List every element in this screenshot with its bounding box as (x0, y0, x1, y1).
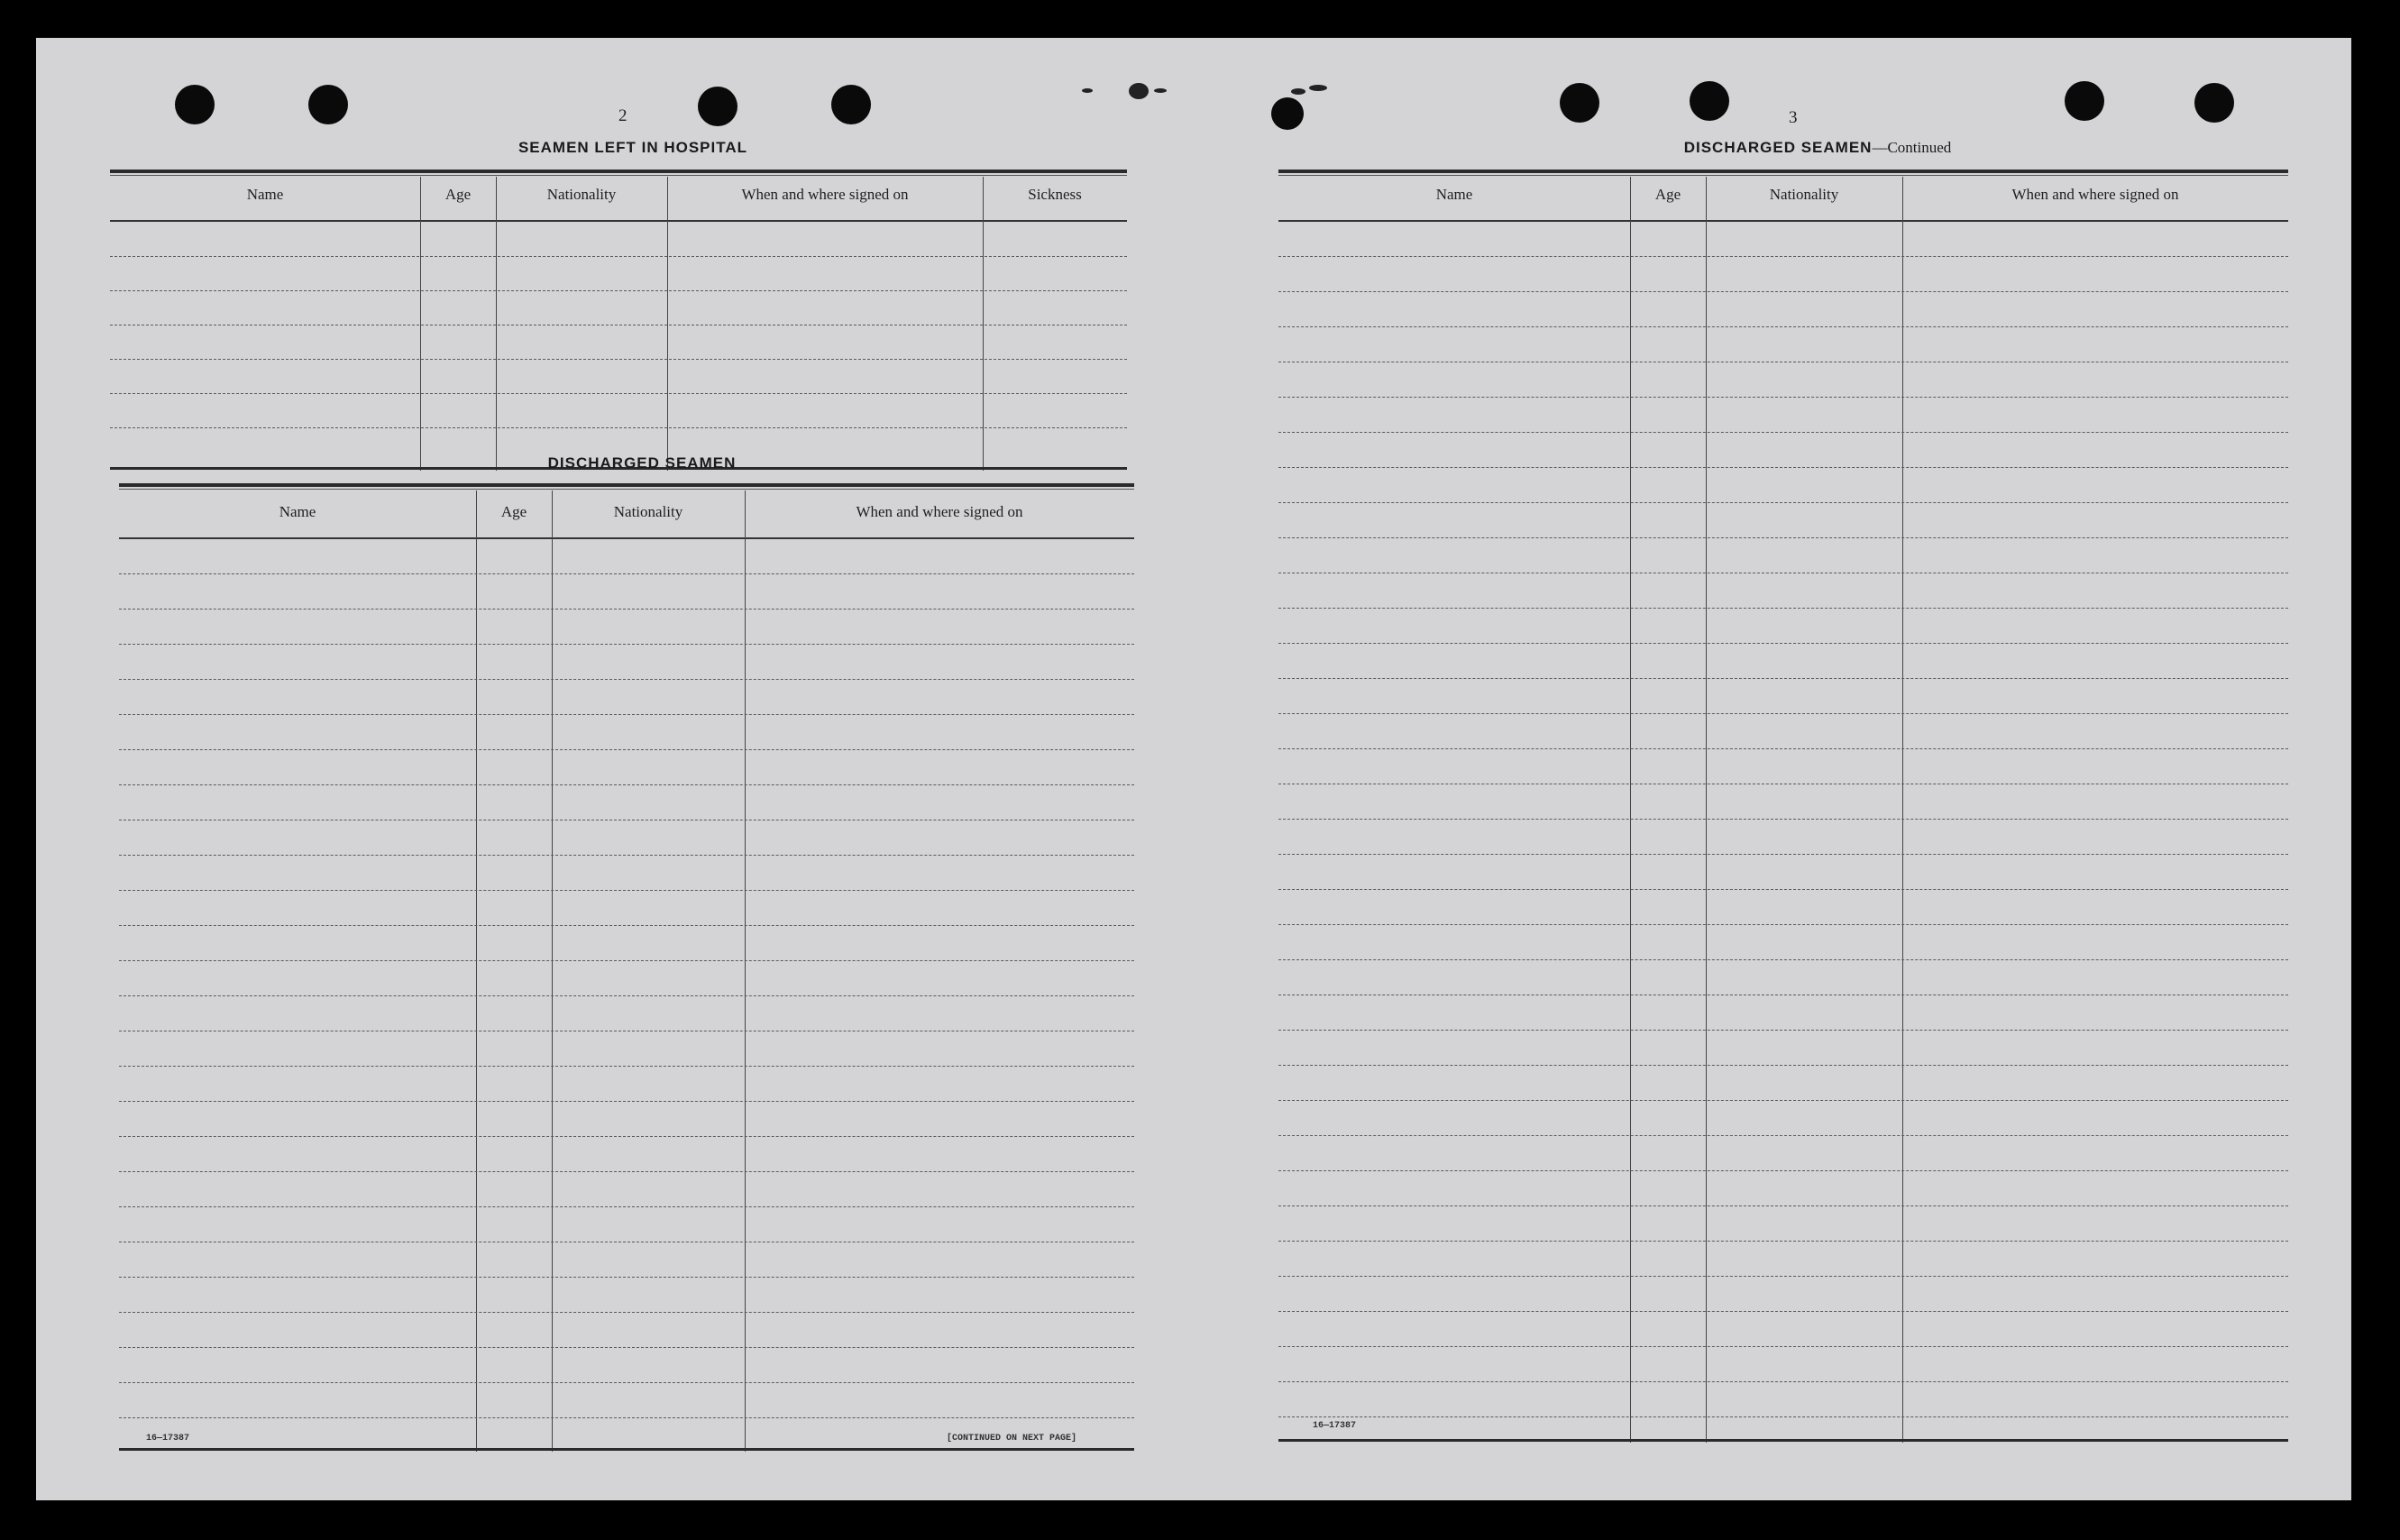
form-number-right: 16—17387 (1313, 1421, 1357, 1431)
punch-hole (1271, 97, 1304, 130)
table-row (119, 925, 1134, 926)
table-row (1278, 467, 2288, 468)
punch-hole (1560, 83, 1599, 123)
punch-hole (175, 85, 215, 124)
hospital-table-title: SEAMEN LEFT IN HOSPITAL (518, 139, 748, 156)
col-header-when-where: When and where signed on (2011, 186, 2179, 203)
table-row (119, 784, 1134, 785)
table-row (1278, 1381, 2288, 1382)
table-row (119, 1101, 1134, 1102)
col-header-when-where: When and where signed on (856, 503, 1023, 520)
table-row (119, 1347, 1134, 1348)
table-row (1278, 1170, 2288, 1171)
table-row (1278, 1065, 2288, 1066)
discharged-continued-table (1278, 170, 2288, 1443)
col-header-name: Name (246, 186, 284, 203)
discharged-table (119, 483, 1134, 1452)
table-row (119, 1312, 1134, 1313)
table-row (1278, 502, 2288, 503)
table-row (1278, 1100, 2288, 1101)
col-header-nationality: Nationality (1769, 186, 1839, 203)
table-row (1278, 1205, 2288, 1206)
document-sheet (36, 38, 2351, 1500)
discharged-continued-title (1277, 139, 2359, 157)
table-row (1278, 1276, 2288, 1277)
table-row (119, 890, 1134, 891)
col-header-name: Name (279, 503, 316, 520)
table-row (1278, 256, 2288, 257)
punch-hole (2194, 83, 2234, 123)
col-header-nationality: Nationality (546, 186, 617, 203)
page-number-right: 3 (1789, 108, 1798, 127)
col-header-name: Name (1435, 186, 1473, 203)
col-header-age: Age (1654, 186, 1681, 203)
ink-speck (1154, 88, 1167, 93)
table-row (119, 609, 1134, 610)
discharged-continued-title-main: DISCHARGED SEAMEN (1683, 139, 1873, 156)
table-row (110, 393, 1127, 394)
table-row (1278, 748, 2288, 749)
table-row (1278, 1030, 2288, 1031)
punch-hole (1690, 81, 1729, 121)
table-row (119, 714, 1134, 715)
continued-note: [CONTINUED ON NEXT PAGE] (947, 1434, 1077, 1444)
table-row (119, 679, 1134, 680)
table-row (1278, 537, 2288, 538)
table-row (1278, 678, 2288, 679)
table-row (110, 359, 1127, 360)
discharged-continued-suffix: —Continued (1872, 139, 1952, 156)
table-row (1278, 1346, 2288, 1347)
page-number-left: 2 (618, 106, 627, 125)
table-row (119, 1171, 1134, 1172)
table-row (1278, 432, 2288, 433)
table-row (119, 855, 1134, 856)
col-header-age: Age (444, 186, 472, 203)
table-row (1278, 643, 2288, 644)
table-row (119, 995, 1134, 996)
punch-hole (308, 85, 348, 124)
table-row (110, 290, 1127, 291)
discharged-table-title: DISCHARGED SEAMEN (547, 454, 737, 472)
table-row (119, 1136, 1134, 1137)
table-row (119, 644, 1134, 645)
table-row (1278, 326, 2288, 327)
col-header-sickness: Sickness (1028, 186, 1082, 203)
ink-speck (1082, 88, 1093, 93)
col-header-age: Age (500, 503, 527, 520)
table-row (110, 427, 1127, 428)
table-row (119, 573, 1134, 574)
ink-speck (1291, 88, 1305, 95)
table-row (119, 1382, 1134, 1383)
table-row (1278, 1311, 2288, 1312)
table-row (1278, 1135, 2288, 1136)
table-row (1278, 608, 2288, 609)
table-row (1278, 1416, 2288, 1417)
table-row (119, 1277, 1134, 1278)
form-number-left: 16—17387 (146, 1434, 190, 1444)
table-row (110, 256, 1127, 257)
table-row (1278, 924, 2288, 925)
col-header-nationality: Nationality (613, 503, 683, 520)
ink-speck (1129, 83, 1149, 99)
col-header-when-where: When and where signed on (741, 186, 909, 203)
table-row (119, 1066, 1134, 1067)
punch-hole (831, 85, 871, 124)
table-row (1278, 959, 2288, 960)
table-row (1278, 854, 2288, 855)
hospital-table (110, 170, 1127, 472)
table-row (1278, 291, 2288, 292)
table-row (119, 1417, 1134, 1418)
punch-hole (698, 87, 737, 126)
table-row (1278, 397, 2288, 398)
table-row (1278, 889, 2288, 890)
table-row (1278, 1241, 2288, 1242)
table-row (119, 1206, 1134, 1207)
table-row (1278, 819, 2288, 820)
table-row (119, 749, 1134, 750)
punch-hole (2065, 81, 2104, 121)
ink-speck (1309, 85, 1327, 91)
table-row (1278, 713, 2288, 714)
table-row (119, 960, 1134, 961)
